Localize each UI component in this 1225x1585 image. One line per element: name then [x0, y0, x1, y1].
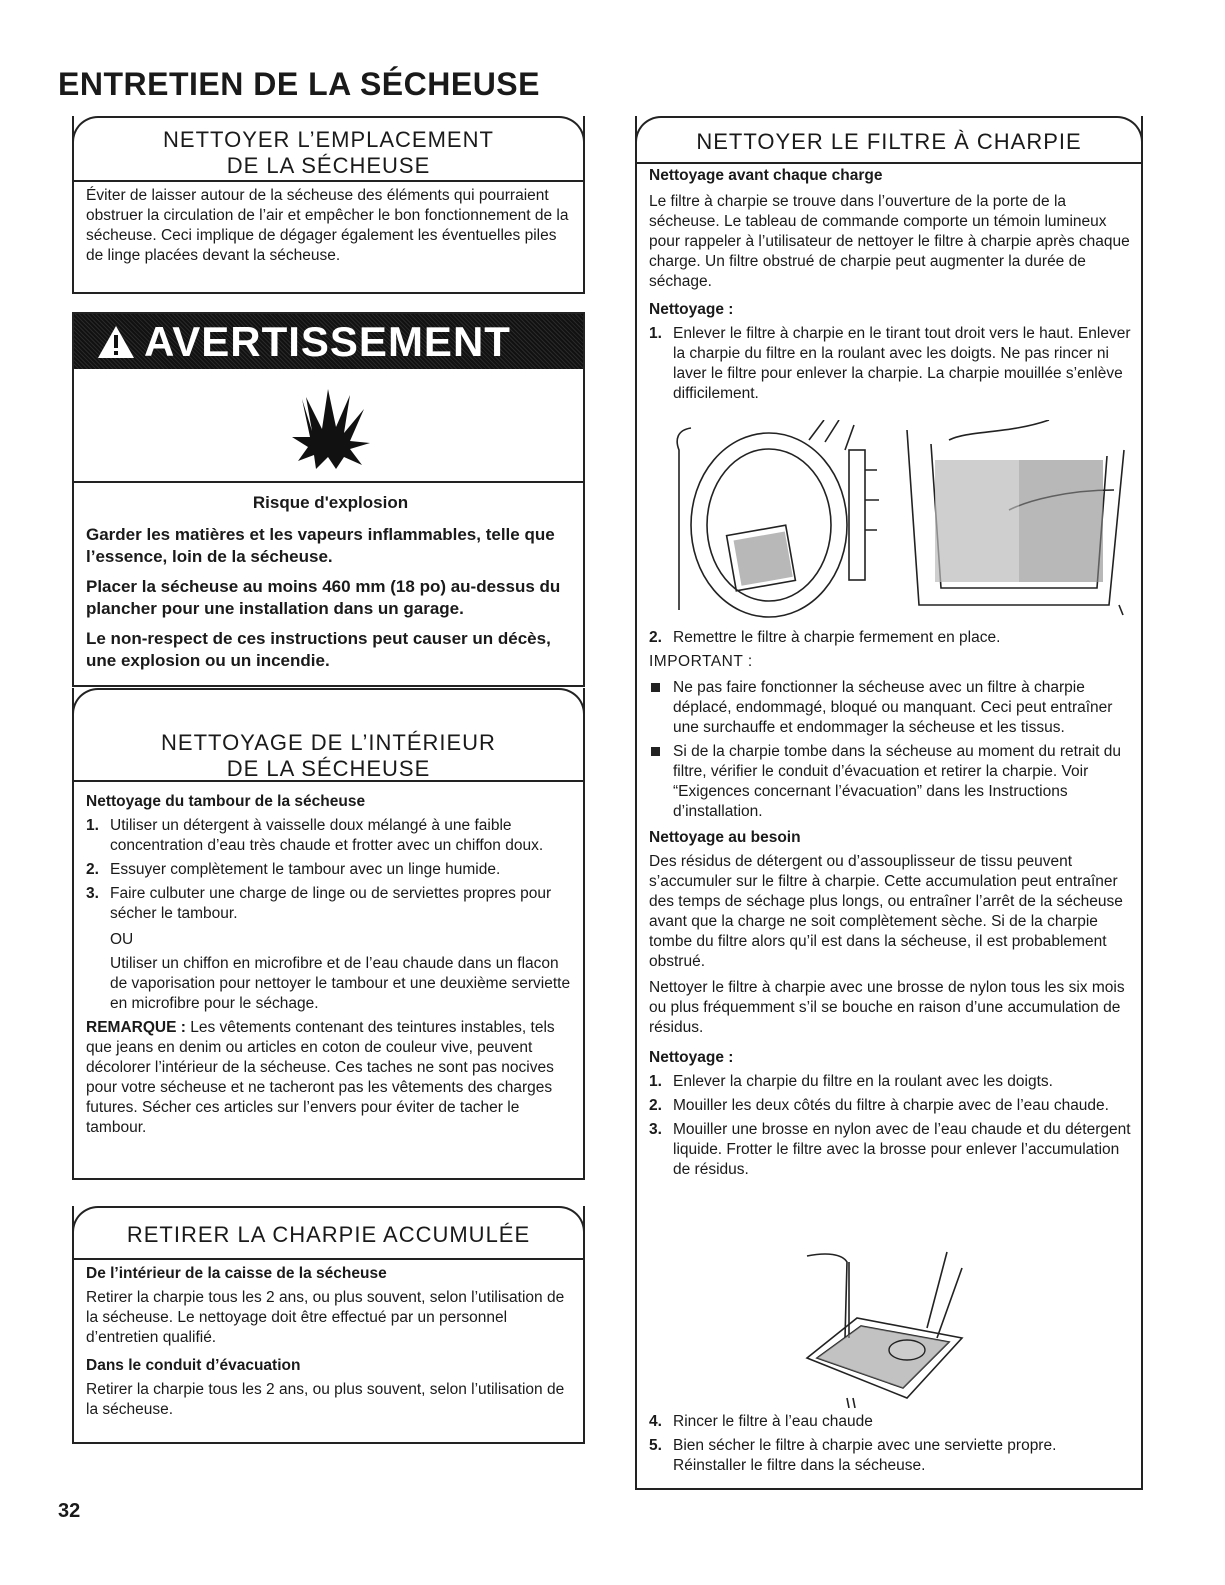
important-bullets [649, 678, 1131, 822]
list-item: 1. Enlever le filtre à charpie en le tirant tout droit vers le haut. Enlever la charpie du filtre en la roulant avec les doigts. Ne pas rincer ni laver le filtre pour enlever la charpie. La charpie mouillée s’enlève difficilement. [649, 325, 1131, 402]
accumulated-p2: Retirer la charpie tous les 2 ans, ou plus souvent, selon l’utilisation de la sécheuse. [86, 1381, 565, 1418]
accumulated-sub1: De l’intérieur de la caisse de la sécheuse [86, 1265, 387, 1282]
important-label: IMPORTANT : [649, 653, 753, 670]
location-section [72, 116, 585, 294]
list-item: Ne pas faire fonctionner la sécheuse avec un filtre à charpie déplacé, endommagé, bloqué ou manquant. Ceci peut entraîner une surchauffe et endommager la sécheuse et les tissus. [649, 678, 1131, 738]
filter-heading [635, 116, 1143, 164]
warning-paragraph-3: Le non-respect de ces instructions peut causer un décès, une explosion ou un incendie. [86, 629, 551, 670]
list-item: 2. Mouiller les deux côtés du filtre à charpie avec de l’eau chaude. [649, 1097, 1109, 1114]
warning-paragraph-1: Garder les matières et les vapeurs inflammables, telle que l’essence, loin de la sécheuse. [86, 525, 555, 566]
filter-sub2: Nettoyage : [649, 301, 734, 318]
location-heading [72, 116, 585, 182]
location-title-line2: DE LA SÉCHEUSE [226, 153, 431, 178]
filter-sub3: Nettoyage au besoin [649, 829, 801, 846]
page-title: ENTRETIEN DE LA SÉCHEUSE [58, 66, 540, 102]
list-item: 5. Bien sécher le filtre à charpie avec une serviette propre. Réinstaller le filtre dans la sécheuse. [649, 1437, 1057, 1474]
interior-title-line1: NETTOYAGE DE L’INTÉRIEUR [161, 730, 496, 755]
list-item: 3. Faire culbuter une charge de linge ou de serviettes propres pour sécher le tambour. OU Utiliser un chiffon en microfibre et de l’eau chaude dans un flacon de vaporisation pour nettoyer le tambour et une deuxième serviette en microfibre pour le séchage. [86, 884, 573, 1014]
list-item: 3. Mouiller une brosse en nylon avec de l’eau chaude et du détergent liquide. Frotter le filtre avec la brosse pour enlever l’accumulation de résidus. [649, 1121, 1131, 1178]
list-item: 2. Remettre le filtre à charpie fermement en place. [649, 629, 1001, 646]
accumulated-section [72, 1206, 585, 1444]
lint-filter-removal-illustration [649, 420, 1129, 620]
filter-section [635, 116, 1143, 1490]
location-body: Éviter de laisser autour de la sécheuse des éléments qui pourraient obstruer la circulation de l’air et empêcher le bon fonctionnement de la sécheuse. Ceci implique de dégager également les éventuelles piles de linge placées devant la sécheuse. [86, 187, 569, 264]
filter-p2: Des résidus de détergent ou d’assouplisseur de tissu peuvent s’accumuler sur le filtre à charpie. Cette accumulation peut entraîner des temps de séchage plus longs, ou entraîner l’arrêt de la sécheuse avant que la charge ne soit complètement sèche. Si de la charpie tombe du filtre alors qu’il est dans la sécheuse, il est probablement obstrué. [649, 853, 1123, 970]
warning-box [72, 312, 585, 687]
page-number: 32 [58, 1500, 81, 1522]
warning-paragraph-2: Placer la sécheuse au moins 460 mm (18 po) au-dessus du plancher pour une installation dans un garage. [86, 577, 561, 618]
interior-note: REMARQUE : Les vêtements contenant des teintures instables, tels que jeans en denim ou articles en coton de couleur vive, peuvent décolorer l’intérieur de la sécheuse. Ces taches ne sont pas nocives pour votre sécheuse et ne tacheront pas les vêtements des charges futures. Sécher ces articles sur l’envers pour éviter de tacher le tambour. [86, 1019, 555, 1136]
interior-or: OU [110, 931, 134, 948]
interior-subhead: Nettoyage du tambour de la sécheuse [86, 793, 366, 810]
list-item: 1. Enlever la charpie du filtre en la roulant avec les doigts. [649, 1073, 1053, 1090]
interior-heading [72, 688, 585, 782]
accumulated-sub2: Dans le conduit d’évacuation [86, 1357, 301, 1374]
accumulated-p1: Retirer la charpie tous les 2 ans, ou plus souvent, selon l’utilisation de la sécheuse. Le nettoyage doit être effectué par un personnel d’entretien qualifié. [86, 1289, 565, 1346]
interior-section [72, 688, 585, 1180]
interior-alt: Utiliser un chiffon en microfibre et de l’eau chaude dans un flacon de vaporisation pour nettoyer le tambour et une deuxième serviette en microfibre pour le séchage. [110, 955, 571, 1012]
warning-header [74, 314, 583, 369]
filter-washing-illustration [787, 1248, 987, 1408]
filter-sub1: Nettoyage avant chaque charge [649, 167, 883, 184]
list-item: 1. Utiliser un détergent à vaisselle doux mélangé à une faible concentration d’eau très chaude et frotter avec un chiffon doux. [86, 817, 544, 854]
filter-p3: Nettoyer le filtre à charpie avec une brosse de nylon tous les six mois ou plus fréquemment s’il se bouche en raison d’une accumulation de résidus. [649, 979, 1125, 1036]
warning-risk: Risque d'explosion [252, 493, 409, 512]
list-item: 4. Rincer le filtre à l’eau chaude [649, 1413, 873, 1430]
accumulated-heading [72, 1206, 585, 1260]
explosion-icon [74, 369, 583, 483]
interior-steps [86, 816, 573, 1014]
accumulated-title: RETIRER LA CHARPIE ACCUMULÉE [126, 1222, 531, 1247]
interior-title-line2: DE LA SÉCHEUSE [226, 756, 431, 781]
warning-title: AVERTISSEMENT [144, 318, 511, 365]
filter-p1: Le filtre à charpie se trouve dans l’ouverture de la porte de la sécheuse. Le tableau de commande comporte un témoin lumineux pour rappeler à l’utilisateur de nettoyer le filtre à charpie après chaque charge. Un filtre obstrué de charpie peut augmenter la durée de séchage. [649, 193, 1130, 290]
filter-title: NETTOYER LE FILTRE À CHARPIE [696, 129, 1082, 154]
list-item: Si de la charpie tombe dans la sécheuse au moment du retrait du filtre, vérifier le conduit d’évacuation et retirer la charpie. Voir “Exigences concernant l’évacuation” dans les Instructions d’installation. [649, 742, 1131, 822]
location-title-line1: NETTOYER L’EMPLACEMENT [163, 127, 494, 152]
list-item: 2. Essuyer complètement le tambour avec un linge humide. [86, 861, 501, 878]
filter-sub4: Nettoyage : [649, 1049, 734, 1066]
warning-triangle-icon [96, 324, 136, 360]
